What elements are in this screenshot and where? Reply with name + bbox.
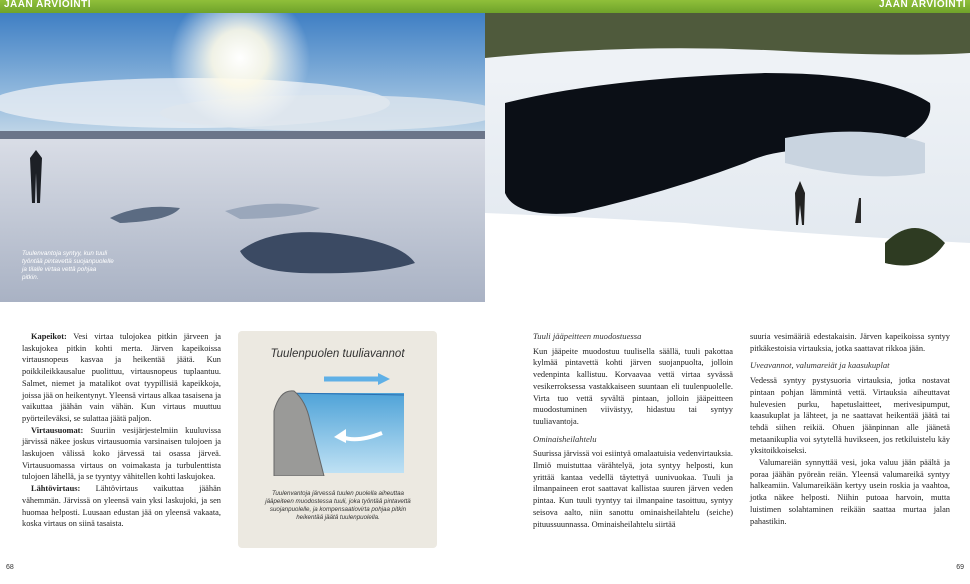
header-bar xyxy=(0,0,970,13)
heading-seiche: Ominaisheilahtelu xyxy=(533,433,597,444)
sidebar-title: Tuulenpuolen tuuliavannot xyxy=(270,348,405,360)
photo-left-caption: Tuulenvantoja syntyy, kun tuuli työntää pintavettä suojanpuolelle ja tilalle virtaa vettä pohjaa pitkin. xyxy=(22,250,114,281)
running-header-left: JÄÄN ARVIOINTI xyxy=(4,0,92,10)
sidebar-caption: Tuulenvantoja järvessä tuulen puolella aiheuttaa jääpeiteen muodostessa tuuli, joka työntää pintavettä suojanpuolelle, ja kompensaatiovirta pohjaa pitkin heikentää jäätä tuulenpuolella. xyxy=(265,490,411,521)
page-number-left: 68 xyxy=(6,564,14,571)
text-column-1: Kapeikot: Vesi virtaa tulojokea pitkin järveen ja laskujokea pitkin kohti merta. Järven kapeikoissa virtausnopeus kasvaa ja heikentää jäätä. Kun poikkileikkausalue puolittuu, virtausnopeus tuplaantuu. Salmet, niemet ja matalikot ovat tyypillisiä kapeikkoja, joissa jää on heikentynyt. Yleensä virtaus alkaa tasaisena ja vaikuttaa jäähän vain vähän. Kun virtaus muuttuu pyörteileväksi, se sulattaa jäätä paljon. Virtausuomat: Suuriin vesijärjestelmiin kuuluvissa järvissä näkee joskus virtausuomia varsinaisen tulojoen ja laskujoen välissä koko järvessä tai osassa järveä. Virtausuomassa virtaus on voimakasta ja turbulenttista tulojoen lähellä, ja se tyyntyy vähitellen kohti laskujokea. Lähtövirtaus: Lähtövirtaus vaikuttaa jäähän vähemmän. Järvissä on yleensä vain yksi laskujoki, ja sen huomaa helposti. Luusaan edustan jää on yleensä vakaata, koska virtaus on siinä tasaista. xyxy=(22,332,221,529)
text-column-2: Tuuli jääpeitteen muodostuessa Kun jääpeite muodostuu tuulisella säällä, tuuli pakottaa kylmää pintavettä kohti järven suojanpuolta, jolloin vedenpinta kallistuu. Korvaavaa vettä virtaa syvässä vesikerroksessa vastakkaiseen suuntaan eli tuulenpuolelle. Virta tuo vettä syvältä pintaan, jolloin jääpeitteen muodostuminen viivästyy, hidastuu tai syntyy tuuliavantoja. Ominaisheilahtelu Suurissa järvissä voi esiintyä omalaatuisia vedenvirtauksia. Ilmiö muistuttaa värähtelyä, jota syntyy helposti, kun yrittää kantaa vedellä täytettyä uunivuokaa. Tuuli ja ilmanpaineen erot saattavat kallistaa suuren järven veden pintaa. Kun tuuli tyyntyy tai ilmanpaine tasoittuu, syntyy seisova aalto, niin sanottu ominaisheilahtelu (seiche) pituussuunnassa. Ominaisheilahtelu siirtää xyxy=(533,331,733,529)
heading-holes: Uveavannot, valumareiät ja kaasukuplat xyxy=(750,360,890,371)
photo-right-caption: Tyypillinen kapeikko, salmi saaristossa, todennäköisesti samassa paikassa on matalikko. Jääreunojsta päätellen vesi on virrannut vasemmalta. Virtauksen on laukaissut aiheuttanut tuuli tai ilmanpaineen muutokset. xyxy=(533,242,682,281)
text-column-3: suuria vesimääriä edestakaisin. Järven kapeikoissa syntyy pitkäkestoisia virtauksia, jotka saattavat rikkoa jään. Uveavannot, valumareiät ja kaasukuplat Vedessä syntyy pystysuoria virtauksia, jotka nostavat pintaan pohjan lämmintä vettä. Virtauksia aiheuttavat hulevesien purku, hapetuslaitteet, merivesipumput, kaasukuplat ja lähteet, ja ne saattavat heikentää jäätä tai tehdä siihen reikiä. Ohuen jäänpinnan alle jäänetä metaanikuplia voi sytytellä huvikseen, jos retkiluistelu käy yksitoikkoiseksi. Valumareiän synnyttää vesi, joka valuu jään päältä ja poraa jäähän pyöreän reiän. Yleensä valumareikä syntyy halkeamiin. Valumareikään kertyy usein roskia ja vaahtoa, jotka näkee helposti. Niihin putoaa harvoin, mutta luistimen solahtaminen reikään saattaa murtaa jalan pahastikin. xyxy=(750,332,950,526)
page-number-right: 69 xyxy=(956,564,964,571)
running-header-right: JÄÄN ARVIOINTI xyxy=(878,0,966,10)
heading-wind: Tuuli jääpeitteen muodostuessa xyxy=(533,331,642,341)
sidebar-diagram-box xyxy=(238,331,437,548)
wind-current-diagram xyxy=(272,371,408,476)
